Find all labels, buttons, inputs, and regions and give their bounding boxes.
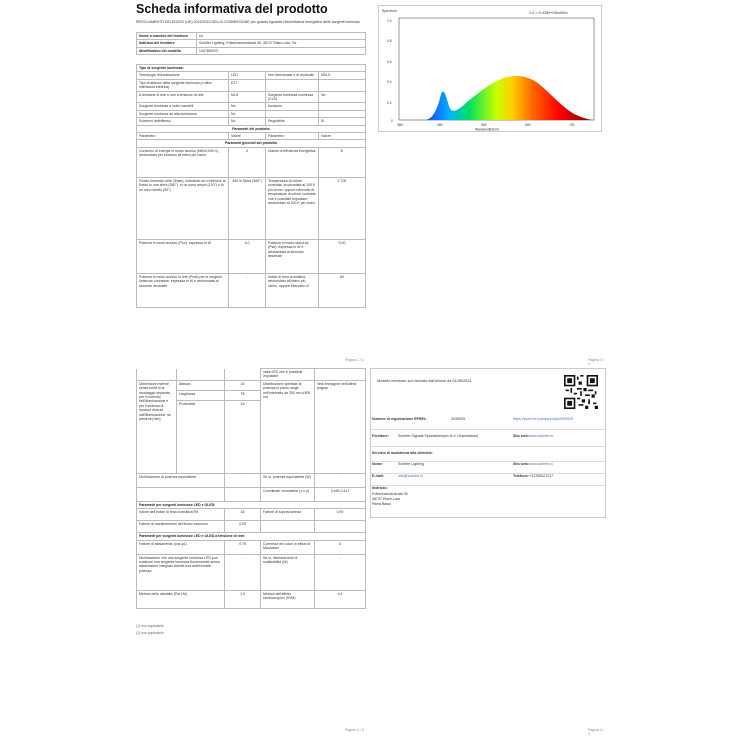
cell: Coordinate cromatiche (x e y): [261, 487, 315, 501]
cell: [225, 487, 261, 501]
divider: [371, 446, 605, 447]
address-label: Indirizzo:: [372, 486, 388, 490]
product-table-continued: [136, 368, 366, 609]
cell: Sì: [319, 118, 366, 125]
footnote: (1) non applicabile: [136, 624, 164, 628]
x-tick: 450: [437, 123, 443, 127]
eprel-link[interactable]: https://eprel.ec.europa.eu/qr/2039925: [513, 417, 573, 421]
divider: [371, 429, 605, 430]
cell: Tecnologia d'illuminazione: [137, 72, 229, 79]
column-header: Valore: [229, 133, 266, 140]
phone-label: Telefono:: [513, 474, 529, 478]
y-tick: 0.8: [387, 39, 392, 43]
cell: Sorgente luminosa connessa (CLS): [266, 91, 319, 103]
table-row: [137, 65, 366, 72]
cell: Distribuzione spettrale di potenza in pieno range nell'intervallo da 250 nm a 800 nm: [261, 380, 315, 473]
cell: -: [315, 554, 366, 590]
table-row: [137, 33, 366, 40]
cell: [261, 521, 315, 533]
table-row: [137, 133, 366, 140]
cell: Non direzionale o di rezionale: [266, 72, 319, 79]
x-tick: 380: [397, 123, 403, 127]
table-row: [137, 125, 366, 132]
email-link[interactable]: info@schefer.nl: [398, 474, 423, 478]
cell: 0,93: [225, 521, 261, 533]
table-row: [137, 177, 366, 239]
cell: No: [229, 118, 266, 125]
page-eprel: [370, 368, 606, 736]
cell: 0,75: [225, 540, 261, 554]
cell: Fattore di sopravvivenza: [261, 509, 315, 521]
page-number: Pagina 1 / 4: [345, 358, 364, 362]
y-tick: 1.0: [387, 19, 392, 23]
cell: -: [315, 473, 366, 487]
cell: Sorgente luminosa ad alta luminanza: [137, 110, 229, 117]
cell: [266, 79, 319, 91]
reg-label: Numero di registrazione EPREL:: [372, 417, 428, 421]
eprel-box: [370, 368, 606, 518]
table-row: [137, 118, 366, 125]
cell: 450 in Sfera (360°): [229, 177, 266, 239]
table-row: [137, 273, 366, 307]
cell: MLS: [229, 91, 266, 103]
table-row: [137, 369, 366, 381]
spectrum-graph: [378, 5, 602, 132]
cell: [137, 487, 225, 501]
reg-value: 2039925: [451, 417, 465, 421]
cell: 0,90: [315, 509, 366, 521]
table-row: [137, 554, 366, 590]
address-line: Paesi Bassi: [372, 502, 391, 506]
cell: -: [225, 473, 261, 487]
section-header: Tipo di sorgente luminosa:: [137, 65, 366, 72]
cell: 1,0: [225, 590, 261, 608]
page-spectrum: [370, 0, 606, 368]
cell: Vedi immagine nell'ultima pagina: [315, 380, 366, 473]
cell: Classe di efficienza energetica: [266, 147, 319, 177]
table-row: [137, 239, 366, 273]
table-row: [137, 540, 366, 554]
divider: [371, 485, 605, 486]
cell: Fattore di mantenimento del flusso luminoso: [137, 521, 225, 533]
cell: Regolabile: [266, 118, 319, 125]
cell: Indirizzo del fornitore: [137, 40, 197, 47]
cell: 4: [229, 147, 266, 177]
table-row: [137, 380, 366, 390]
table-row: [137, 47, 366, 54]
cell: -: [225, 554, 261, 590]
cell: Dichiarazione che una sorgente luminosa LED può sostituire una sorgente luminosa fluorescente senza alimentatore integrato avente una determinata potenza: [137, 554, 225, 590]
cell: 0,00: [319, 239, 366, 273]
cell: 18: [225, 509, 261, 521]
cell: 78: [225, 390, 261, 400]
cell: -: [229, 273, 266, 307]
cell: [319, 110, 366, 117]
cell: Indice di resa cromatica, arrotondato all'intero più vicino, oppure intervallo di: [266, 273, 319, 307]
section-header: Parametri per sorgenti luminose LED e OLED a tensione di rete:: [137, 533, 366, 540]
page-number: Pagina 4 / 4: [588, 358, 604, 366]
cell: Temperatura di colore correlata, arrotondata al 100 K più vicino, oppure intervallo di temperature di colore correlate che è possibile impostare, arrotondato al 100 K più vicino: [266, 177, 319, 239]
cell: Potenza in modo stand-by (Psb), espressa in W e arrotondata al secondo decimale: [266, 239, 319, 273]
cell: Schermo antiriflesso: [137, 118, 229, 125]
section-header: Parametri del prodotto: [137, 125, 366, 132]
table-row: [137, 533, 366, 540]
address-line: Pottenhaeuerstraat 35: [372, 492, 408, 496]
cell: sh: [197, 33, 366, 40]
cell: 16: [225, 380, 261, 390]
x-tick: 600: [525, 123, 531, 127]
cell: [266, 110, 319, 117]
y-tick: 0.4: [387, 80, 392, 84]
table-row: [137, 40, 366, 47]
cell: No: [229, 103, 266, 110]
supplier-info-table: [136, 32, 366, 55]
name-value: Schefer Lighting: [398, 462, 424, 466]
page-2: [130, 368, 370, 736]
graph-legend: 1.0 = 0.439e+05mW/m: [529, 11, 568, 15]
column-header: Valore: [319, 133, 366, 140]
cell: Profondità: [177, 400, 225, 473]
table-row: [137, 509, 366, 521]
cell: Larghezza: [177, 390, 225, 400]
cell: Metrica dello sfarfallio (Pst LM): [137, 590, 225, 608]
website-link[interactable]: www.schefer.nl: [529, 434, 553, 438]
y-tick: 0.6: [387, 60, 392, 64]
x-axis-label: Wavelength[nm]: [475, 127, 499, 131]
cell: 2 700: [319, 177, 366, 239]
regulation-subtitle: REGOLAMENTO DELEGATO (UE) 2019/2015 DELLA COMMISSIONE per quanto riguarda l'etichettatura energetica delle sorgenti luminose: [136, 20, 360, 24]
cell: LED: [229, 72, 266, 79]
graph-title: Spectrum: [382, 9, 397, 13]
cell: Coerenza dei colori in ellissi di MacAdam: [261, 540, 315, 554]
cell: No: [319, 91, 366, 103]
address-line: 48737 Elsen-Laur: [372, 497, 401, 501]
cell: 0,4: [315, 590, 366, 608]
table-row: [137, 147, 366, 177]
table-row: [137, 487, 366, 501]
table-row: [137, 521, 366, 533]
page-1: [130, 0, 370, 368]
cell: Identificativo del modello: [137, 47, 197, 54]
cell: [319, 79, 366, 91]
x-tick: 700: [569, 123, 575, 127]
y-tick: 0.2: [387, 101, 392, 105]
section-header: Parametri per sorgenti luminose LED e OLED:: [137, 501, 366, 508]
cell: 16: [225, 400, 261, 473]
column-header: Parametro: [137, 133, 229, 140]
supplier-label: Fornitore:: [372, 434, 389, 438]
qr-code[interactable]: [564, 375, 598, 409]
cell: Se sì, dichiarazione di sostituibilità (W): [261, 554, 315, 590]
website-link-2[interactable]: www.schefer.nl: [529, 462, 553, 466]
cell: [319, 103, 366, 110]
page-number: Pagina 3 / 4: [588, 728, 604, 736]
market-notice: Modello immesso sul mercato dall'azione da 01/05/2024: [377, 379, 472, 383]
cell: NDLS: [319, 72, 366, 79]
cell: Involucro: [266, 103, 319, 110]
service-header: Servizio di assistenza alla clientela:: [372, 451, 433, 455]
column-header: Parametro: [266, 133, 319, 140]
cell: 6: [315, 540, 366, 554]
cell: Sorgente luminosa a colori variabili: [137, 103, 229, 110]
spectrum-chart: [379, 6, 601, 131]
product-table: [136, 64, 366, 308]
table-row: [137, 140, 366, 147]
cell: 4,0: [229, 239, 266, 273]
cell: valori IRC che è possibile impostare: [261, 369, 315, 381]
phone-value: +31765027217: [529, 474, 554, 478]
section-header: Parametri generali del prodotto: [137, 140, 366, 147]
cell: Tipo di attacco della sorgente luminosa (o altra interfaccia elettrica): [137, 79, 229, 91]
cell: No: [229, 110, 266, 117]
table-row: [137, 110, 366, 117]
cell: E27: [229, 79, 266, 91]
footnote: (2) non applicabile: [136, 631, 164, 635]
cell: Valore dell'indice di resa cromatica R9: [137, 509, 225, 521]
cell: 80: [319, 273, 366, 307]
cell: Metrica dell'effetto stroboscopico (SVM): [261, 590, 315, 608]
cell: Potenza in modo acceso in rete (Pnet) per le sorgenti luminose connesse, espressa in W e arrotondata al secondo decimale: [137, 273, 229, 307]
table-row: [137, 501, 366, 508]
y-tick: 0: [391, 119, 393, 123]
cell: E: [319, 147, 366, 177]
cell: 1347890437: [197, 47, 366, 54]
table-row: [137, 79, 366, 91]
page-number: Pagina 2 / 4: [345, 728, 364, 732]
cell: Potenza in modo acceso (Pon), espressa in W: [137, 239, 229, 273]
divider: [371, 461, 605, 462]
cell: Flusso luminoso utile (Φuse), indicando se si riferisce al flusso in una sfera (360°), in un cono ampio (120°) o in un cono stretto (90°): [137, 177, 229, 239]
cell: Dichiarazione di potenza equivalente: [137, 473, 225, 487]
table-row: [137, 590, 366, 608]
table-row: [137, 103, 366, 110]
cell: Dimensioni esterne senza unità di al montaggio separata, per il controllo dell'illuminazione e per il sistema di funzioni diverse dall'illuminazione, se presenti (mm): [137, 380, 177, 473]
cell: [315, 521, 366, 533]
email-label: E-mail:: [372, 474, 384, 478]
table-row: [137, 91, 366, 103]
cell: Nome o marchio del fornitore: [137, 33, 197, 40]
website-label-2: Sito web:: [513, 462, 529, 466]
x-tick: 500: [481, 123, 487, 127]
cell: Se sì, potenza equivalente (W): [261, 473, 315, 487]
website-label: Sito web:: [513, 434, 529, 438]
name-label: Nome:: [372, 462, 384, 466]
divider: [371, 473, 605, 474]
cell: Schefer Lighting, Pottenhaeuerstraat 35, 48737 Elsen-Laur, NL: [197, 40, 366, 47]
cell: Altezza: [177, 380, 225, 390]
table-row: [137, 473, 366, 487]
cell: A tensione di rete o non a tensione di rete: [137, 91, 229, 103]
cell: 0,463 0,417: [315, 487, 366, 501]
cell: Consumo di energia in modo acceso (kWh/1000 h), arrotondato per eccesso all'intero più vicino: [137, 147, 229, 177]
table-row: [137, 72, 366, 79]
document-title: Scheda informativa del prodotto: [136, 2, 328, 16]
supplier-value: Schefer Signaal Spezialtlampen B.V. (Importatore): [398, 434, 479, 438]
cell: Fattore di sfasamento (cos φ1): [137, 540, 225, 554]
